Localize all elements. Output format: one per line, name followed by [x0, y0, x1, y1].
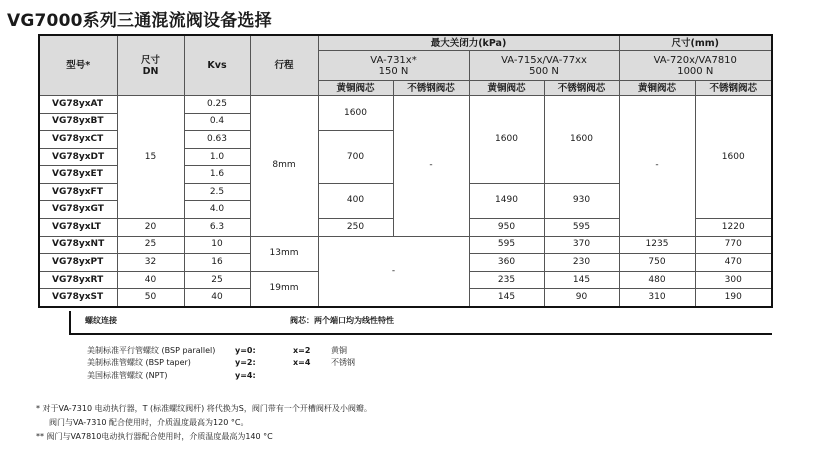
force-cell: 1600: [469, 96, 544, 184]
header-kvs: Kvs: [184, 35, 250, 96]
kvs-cell: 4.0: [184, 201, 250, 219]
kvs-cell: 40: [184, 289, 250, 307]
valve-core-note: 阀芯：两个端口均为线性特性: [290, 316, 394, 325]
stroke-cell: 19mm: [250, 271, 318, 307]
dimension-cell: 1600: [695, 96, 772, 219]
code-x4: x=4: [293, 358, 311, 367]
force-cell: 145: [469, 289, 544, 307]
dimension-cell: 310: [619, 289, 695, 307]
kvs-cell: 0.25: [184, 96, 250, 114]
dn-cell: 25: [117, 236, 184, 254]
dimension-cell: 190: [695, 289, 772, 307]
header-size: 尺寸 DN: [117, 35, 184, 96]
header-brass-core: 黄铜阀芯: [469, 81, 544, 96]
header-actuator-1: VA-731x* 150 N: [318, 51, 469, 81]
model-cell: VG78yxPT: [39, 254, 117, 272]
header-steel-core: 不锈钢阀芯: [393, 81, 469, 96]
code-y2: y=2:: [235, 358, 256, 367]
dimension-cell: 300: [695, 271, 772, 289]
code-npt: 美国标准管螺纹 (NPT): [87, 371, 168, 380]
dn-cell: 40: [117, 271, 184, 289]
dimension-cell: -: [619, 96, 695, 237]
force-cell: 235: [469, 271, 544, 289]
model-cell: VG78yxLT: [39, 219, 117, 237]
force-cell: 595: [544, 219, 619, 237]
model-cell: VG78yxAT: [39, 96, 117, 114]
force-cell: 950: [469, 219, 544, 237]
code-y4: y=4:: [235, 371, 256, 380]
force-cell: 930: [544, 183, 619, 218]
header-stroke: 行程: [250, 35, 318, 96]
kvs-cell: 16: [184, 254, 250, 272]
dimension-cell: 470: [695, 254, 772, 272]
model-cell: VG78yxNT: [39, 236, 117, 254]
header-close-force: 最大关闭力(kPa): [318, 35, 619, 51]
model-cell: VG78yxBT: [39, 113, 117, 131]
dn-cell: 20: [117, 219, 184, 237]
table-row: [39, 236, 772, 254]
force-cell: 595: [469, 236, 544, 254]
model-cell: VG78yxCT: [39, 131, 117, 149]
kvs-cell: 0.4: [184, 113, 250, 131]
dimension-cell: 770: [695, 236, 772, 254]
header-steel-core: 不锈钢阀芯: [695, 81, 772, 96]
force-cell: 400: [318, 183, 393, 218]
model-cell: VG78yxET: [39, 166, 117, 184]
header-actuator-3: VA-720x/VA7810 1000 N: [619, 51, 772, 81]
dn-cell: 15: [117, 96, 184, 219]
dn-cell: 32: [117, 254, 184, 272]
dimension-cell: 1220: [695, 219, 772, 237]
stroke-cell: 13mm: [250, 236, 318, 271]
dimension-cell: 1235: [619, 236, 695, 254]
dimension-cell: 750: [619, 254, 695, 272]
model-cell: VG78yxDT: [39, 148, 117, 166]
model-cell: VG78yxGT: [39, 201, 117, 219]
kvs-cell: 10: [184, 236, 250, 254]
force-cell: 1600: [544, 96, 619, 184]
page-title: VG7000系列三通混流阀设备选择: [7, 11, 272, 31]
legend-box: [69, 311, 772, 335]
force-cell: 360: [469, 254, 544, 272]
footnote-2: ** 阀门与VA7810电动执行器配合使用时，介质温度最高为140 °C: [36, 432, 273, 441]
header-dimension: 尺寸(mm): [619, 35, 772, 51]
force-cell: 370: [544, 236, 619, 254]
header-actuator-2: VA-715x/VA-77xx 500 N: [469, 51, 619, 81]
force-cell: 230: [544, 254, 619, 272]
force-cell: 145: [544, 271, 619, 289]
force-cell: 1600: [318, 96, 393, 131]
stroke-cell: 8mm: [250, 96, 318, 237]
kvs-cell: 6.3: [184, 219, 250, 237]
header-steel-core: 不锈钢阀芯: [544, 81, 619, 96]
force-cell: -: [393, 96, 469, 237]
header-brass-core: 黄铜阀芯: [619, 81, 695, 96]
dimension-cell: 480: [619, 271, 695, 289]
table-row: [39, 96, 772, 114]
footnote-1-continued: 阀门与VA-7310 配合使用时，介质温度最高为120 °C。: [49, 418, 249, 427]
dn-cell: 50: [117, 289, 184, 307]
header-brass-core: 黄铜阀芯: [318, 81, 393, 96]
model-cell: VG78yxST: [39, 289, 117, 307]
code-bsp-taper: 美制标准管螺纹 (BSP taper): [87, 358, 191, 367]
header-model: 型号*: [39, 35, 117, 96]
model-cell: VG78yxRT: [39, 271, 117, 289]
footnote-1: * 对于VA-7310 电动执行器，T (标准螺纹阀杆) 将代换为S，阀门带有一个开槽阀杆及小阀瓣。: [36, 404, 372, 413]
kvs-cell: 1.0: [184, 148, 250, 166]
thread-connection-label: 螺纹连接: [85, 316, 117, 325]
kvs-cell: 0.63: [184, 131, 250, 149]
code-steel: 不锈钢: [331, 358, 355, 367]
kvs-cell: 25: [184, 271, 250, 289]
force-cell: -: [318, 236, 469, 307]
code-brass: 黄铜: [331, 346, 347, 355]
force-cell: 1490: [469, 183, 544, 218]
code-bsp-parallel: 美制标准平行管螺纹 (BSP parallel): [87, 346, 216, 355]
force-cell: 700: [318, 131, 393, 184]
force-cell: 90: [544, 289, 619, 307]
code-y0: y=0:: [235, 346, 256, 355]
selection-table: [38, 34, 773, 308]
kvs-cell: 2.5: [184, 183, 250, 201]
code-x2: x=2: [293, 346, 311, 355]
force-cell: 250: [318, 219, 393, 237]
kvs-cell: 1.6: [184, 166, 250, 184]
model-cell: VG78yxFT: [39, 183, 117, 201]
